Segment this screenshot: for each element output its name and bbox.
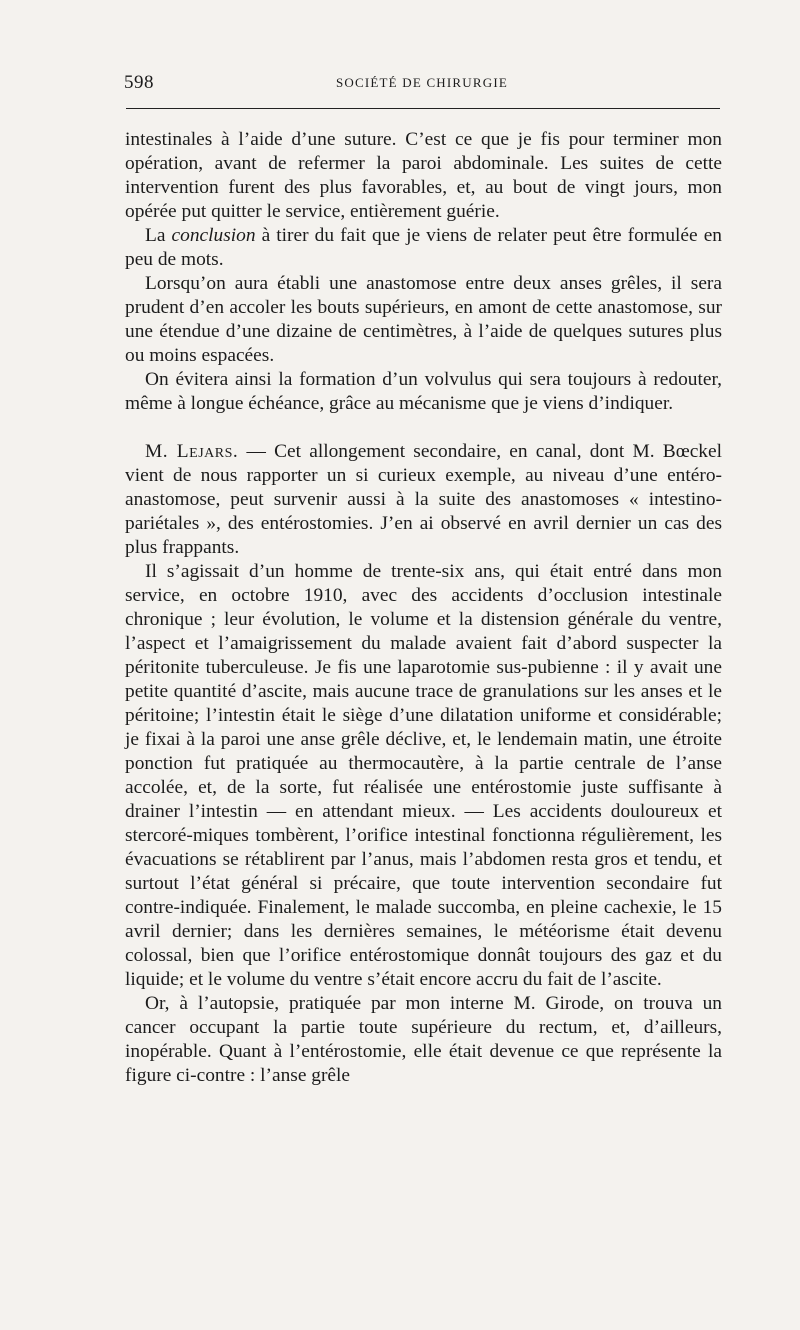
paragraph: On évitera ainsi la formation d’un volvulus qui sera toujours à redouter, même à longue échéance, grâce au mécanisme que je viens d’indiquer. <box>125 369 722 414</box>
emphasized-word: conclusion <box>171 225 256 246</box>
paragraph <box>125 440 722 560</box>
body-text <box>125 128 722 1088</box>
journal-title: SOCIÉTÉ DE CHIRURGIE <box>335 75 509 90</box>
running-head <box>124 72 720 98</box>
paragraph: Il s’agissait d’un homme de trente-six ans, qui était entré dans mon service, en octobre 1910, avec des accidents d’occlusion intestinale chronique ; leur évolution, le volume et la distension générale du ventre, l’aspect et l’amaigrissement du malade avaient fait d’abord suspecter la péritonite tuberculeuse. Je fis une laparotomie sus-pubienne : il y avait une petite quantité d’ascite, mais aucune trace de granulations sur les anses et le péritoine; l’intestin était le siège d’une dilatation uniforme et considérable; je fixai à la paroi une anse grêle déclive, et, le lendemain matin, une étroite ponction fut pratiquée au thermocautère, à la partie centrale de l’anse accolée, et, de la sorte, fut réalisée une entérostomie juste suffisante à drainer l’intestin — en attendant mieux. — Les accidents douloureux et stercoré-miques tombèrent, l’orifice intestinal fonctionna régulièrement, les évacuations se rétablirent par l’anus, mais l’abdomen resta gros et tendu, et surtout l’état général si précaire, que toute intervention secondaire fut contre-indiquée. Finalement, le malade succomba, en pleine cachexie, le 15 avril dernier; dans les dernières semaines, le météorisme était devenu colossal, bien que l’orifice entérostomique donnât toujours des gaz et du liquide; et le volume du ventre s’était encore accru du fait de l’ascite. <box>125 561 722 990</box>
page-number: 598 <box>124 72 154 93</box>
paragraph: intestinales à l’aide d’une suture. C’est ce que je fis pour terminer mon opération, avant de refermer la paroi abdominale. Les suites de cette intervention furent des plus favorables, et, au bout de vingt jours, mon opérée put quitter le service, entièrement guérie. <box>125 129 722 222</box>
paragraph: Lorsqu’on aura établi une anastomose entre deux anses grêles, il sera prudent d’en accoler les bouts supérieurs, en amont de cette anastomose, sur une étendue d’une dizaine de centimètres, à l’aide de quelques sutures plus ou moins espacées. <box>125 273 722 366</box>
paragraph: Or, à l’autopsie, pratiquée par mon interne M. Girode, on trouva un cancer occupant la partie toute supérieure du rectum, et, d’ailleurs, inopérable. Quant à l’entérostomie, elle était devenue ce que représente la figure ci-contre : l’anse grêle <box>125 993 722 1086</box>
speaker-name: M. Lejars. <box>145 441 239 462</box>
paragraph-rest: à tirer du fait que je viens de relater peut être formulée en peu de mots. <box>125 225 722 270</box>
paragraph <box>125 224 722 272</box>
speaker-remarks: — Cet allongement secondaire, en canal, dont M. Bœckel vient de nous rapporter un si curieux exemple, au niveau d’une entéro-anastomose, peut survenir aussi à la suite des anastomoses « intestino-pariétales », des entérostomies. J’en ai observé en avril dernier un cas des plus frappants. <box>125 441 722 558</box>
header-rule <box>126 108 720 109</box>
paragraph-lead: La <box>145 225 172 246</box>
